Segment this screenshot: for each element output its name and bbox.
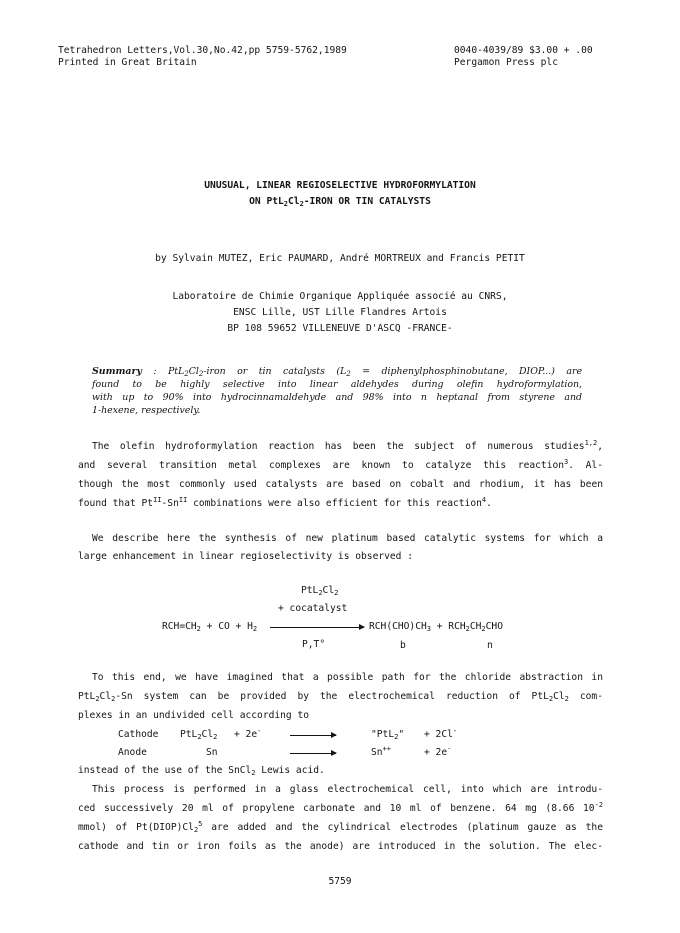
para2-line-2: large enhancement in linear regioselectivity is observed : bbox=[78, 551, 414, 562]
affiliation-line-1: Laboratoire de Chimie Organique Appliquée associé au CNRS, bbox=[172, 291, 508, 302]
summary-line-2: found to be highly selective into linear aldehydes during olefin hydroformylation, bbox=[92, 379, 582, 390]
summary-line-4: 1-hexene, respectively. bbox=[92, 405, 201, 416]
affiliation-line-3: BP 108 59652 VILLENEUVE D'ASCQ -FRANCE- bbox=[227, 323, 453, 334]
cathode-label: Cathode bbox=[118, 729, 159, 740]
issn-price: 0040-4039/89 $3.00 + .00 bbox=[454, 45, 593, 56]
para1-line-4: found that $Pt^{II}-Sn^{II}$ combinations were also efficient for this reaction$^4$. bbox=[78, 496, 492, 509]
para4-line-2: This process is performed in a glass electrochemical cell, into which are introdu- bbox=[92, 784, 603, 795]
para1-line-3: though the most commonly used catalysts are based on cobalt and rhodium, it has been bbox=[78, 479, 603, 490]
anode-reactant: Sn bbox=[206, 747, 218, 758]
summary-line-1: Summary : $PtL_2Cl_2$-iron or tin catalysts ($L_2$ = diphenylphosphinobutane, DIOP...) are bbox=[92, 366, 582, 378]
reaction-reactants: $RCH=CH_2$ + CO + $H_2$ bbox=[162, 621, 258, 633]
printed-in: Printed in Great Britain bbox=[58, 57, 197, 68]
cathode-electrons: + 2e- bbox=[234, 727, 262, 740]
reaction-products: $RCH(CHO)CH_3 + RCH_2CH_2CHO$ bbox=[369, 621, 503, 633]
reaction-conditions: P,T° bbox=[302, 639, 326, 650]
paper-title-line-2: ON $PtL_2Cl_2$-IRON OR TIN CATALYSTS bbox=[249, 196, 431, 208]
anode-arrow bbox=[290, 753, 336, 754]
para1-line-2: and several transition metal complexes are known to catalyze this reaction$^3$. Al- bbox=[78, 458, 603, 471]
journal-citation: Tetrahedron Letters,Vol.30,No.42,pp 5759-5762,1989 bbox=[58, 45, 347, 56]
reaction-cocatalyst: + cocatalyst bbox=[278, 603, 348, 614]
reaction-catalyst: $PtL_2Cl_2$ bbox=[301, 585, 339, 597]
page-number: 5759 bbox=[328, 876, 352, 887]
anode-electrons: + 2e- bbox=[424, 745, 452, 758]
cathode-chloride: + 2Cl- bbox=[424, 727, 458, 740]
paper-title-line-1: UNUSUAL, LINEAR REGIOSELECTIVE HYDROFORMYLATION bbox=[204, 180, 476, 191]
para3-line-3: plexes in an undivided cell according to bbox=[78, 710, 310, 721]
cathode-arrow bbox=[290, 735, 336, 736]
cathode-product: "PtL$_2$" bbox=[371, 729, 405, 741]
para4-line-3: ced successively 20 ml of propylene carbonate and 10 ml of benzene. 64 mg (8.66 $10^{-2}$ bbox=[78, 801, 603, 814]
reaction-arrow bbox=[270, 627, 364, 628]
anode-product: Sn++ bbox=[371, 745, 391, 758]
para1-line-1: The olefin hydroformylation reaction has been the subject of numerous studies$^{1,2}$, bbox=[92, 439, 603, 452]
para3-line-2: $PtL_2Cl_2-Sn$ system can be provided by the electrochemical reduction of $PtL_2Cl_2$ com- bbox=[78, 691, 603, 703]
affiliation-line-2: ENSC Lille, UST Lille Flandres Artois bbox=[233, 307, 447, 318]
para4-line-4: mmol) of $Pt(DIOP)Cl_2^5$ are added and the cylindrical electrodes (platinum gauze as the bbox=[78, 820, 603, 834]
publisher: Pergamon Press plc bbox=[454, 57, 558, 68]
para4-line-5: cathode and tin or iron foils as the anode) are introduced in the solution. The elec- bbox=[78, 841, 603, 852]
para2-line-1: We describe here the synthesis of new platinum based catalytic systems for which a bbox=[92, 533, 603, 544]
summary-label: Summary bbox=[92, 366, 142, 377]
product-label-b: b bbox=[400, 640, 406, 651]
authors: by Sylvain MUTEZ, Eric PAUMARD, André MORTREUX and Francis PETIT bbox=[155, 253, 525, 264]
anode-label: Anode bbox=[118, 747, 147, 758]
summary-line-3: with up to 90% into hydrocinnamaldehyde and 98% into n heptanal from styrene and bbox=[92, 392, 582, 403]
cathode-reactant: $PtL_2Cl_2$ bbox=[180, 729, 218, 741]
para4-line-1: instead of the use of the SnCl$_2$ Lewis acid. bbox=[78, 765, 325, 777]
product-label-n: n bbox=[487, 640, 493, 651]
para3-line-1: To this end, we have imagined that a possible path for the chloride abstraction in bbox=[92, 672, 603, 683]
